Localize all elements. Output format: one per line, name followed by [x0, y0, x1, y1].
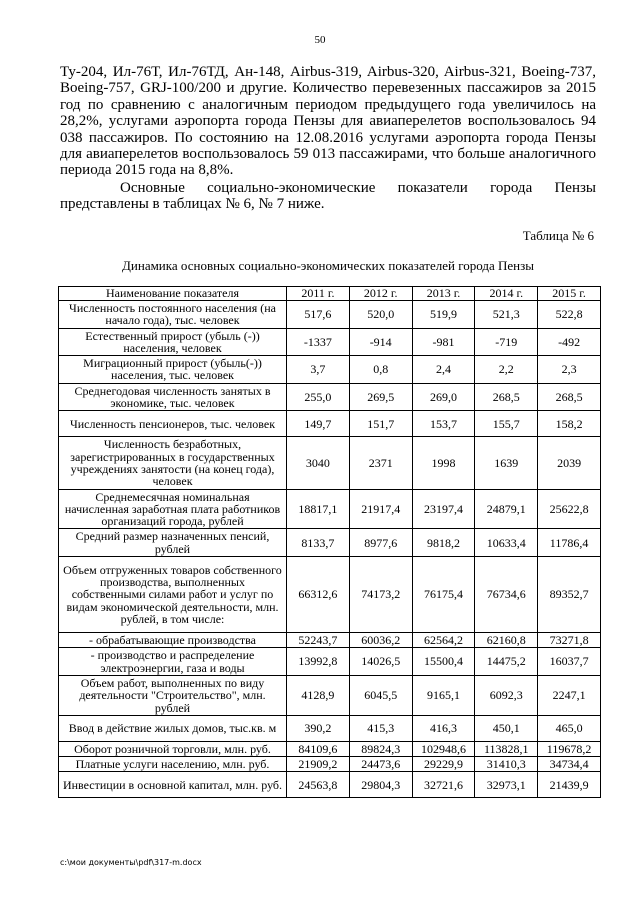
table-header-row — [59, 287, 601, 301]
table-row — [59, 383, 601, 411]
indicator-value: 268,5 — [538, 383, 601, 411]
indicator-value: 6045,5 — [349, 675, 412, 715]
header-2012: 2012 г. — [349, 287, 412, 301]
indicator-name: - обрабатывающие производства — [59, 633, 287, 648]
table-row — [59, 437, 601, 489]
indicator-value: 390,2 — [287, 715, 350, 741]
indicator-value: 158,2 — [538, 411, 601, 437]
indicator-value: 76175,4 — [412, 557, 475, 633]
body-paragraph-1: Ту-204, Ил-76Т, Ил-76ТД, Ан-148, Airbus-319, Airbus-320, Airbus-321, Boeing-737, Boeing-757, GRJ-100/200 и другие. Количество перевезенных пассажиров за 2015 год по сравнению с аналогичным периодом предыдущего года увеличилось на 28,2%, услугами аэропорта города Пензы для авиаперелетов воспользовалось 94 038 пассажиров. По состоянию на 12.08.2016 услугами аэропорта города Пензы для авиаперелетов воспользовалось 59 013 пассажирами, что больше аналогичного периода 2015 года на 8,8%. — [60, 64, 596, 179]
table-body — [59, 301, 601, 798]
table-row — [59, 356, 601, 384]
indicator-value: 2039 — [538, 437, 601, 489]
indicator-value: 2,2 — [475, 356, 538, 384]
indicator-value: 2371 — [349, 437, 412, 489]
indicator-value: 8133,7 — [287, 529, 350, 557]
table-row — [59, 715, 601, 741]
indicator-value: 14026,5 — [349, 648, 412, 676]
indicator-value: 9165,1 — [412, 675, 475, 715]
indicator-name: Инвестиции в основной капитал, млн. руб. — [59, 772, 287, 798]
indicator-value: 269,0 — [412, 383, 475, 411]
indicator-name: Миграционный прирост (убыль(-)) населения, тыс. человек — [59, 356, 287, 384]
indicator-value: 16037,7 — [538, 648, 601, 676]
header-2014: 2014 г. — [475, 287, 538, 301]
indicator-name: Объем отгруженных товаров собственного производства, выполненных собственными силами работ и услуг по видам экономической деятельности, млн. рублей, в том числе: — [59, 557, 287, 633]
indicator-value: 151,7 — [349, 411, 412, 437]
file-path-footer: c:\мои документы\pdf\317-m.docx — [60, 858, 202, 867]
indicator-name: Ввод в действие жилых домов, тыс.кв. м — [59, 715, 287, 741]
indicator-value: 9818,2 — [412, 529, 475, 557]
indicator-value: 84109,6 — [287, 741, 350, 756]
indicator-value: 520,0 — [349, 301, 412, 329]
indicator-value: -1337 — [287, 328, 350, 356]
table-title: Динамика основных социально-экономических показателей города Пензы — [122, 258, 534, 273]
indicator-value: 149,7 — [287, 411, 350, 437]
indicator-value: 255,0 — [287, 383, 350, 411]
table-row — [59, 648, 601, 676]
indicator-value: 11786,4 — [538, 529, 601, 557]
indicator-name: Среднегодовая численность занятых в экономике, тыс. человек — [59, 383, 287, 411]
indicator-name: Численность пенсионеров, тыс. человек — [59, 411, 287, 437]
indicator-value: -981 — [412, 328, 475, 356]
indicator-value: 268,5 — [475, 383, 538, 411]
indicator-value: 32973,1 — [475, 772, 538, 798]
indicator-value: 31410,3 — [475, 757, 538, 772]
indicator-value: 3040 — [287, 437, 350, 489]
indicator-value: 522,8 — [538, 301, 601, 329]
indicator-value: 269,5 — [349, 383, 412, 411]
indicator-value: 52243,7 — [287, 633, 350, 648]
table-row — [59, 328, 601, 356]
indicator-value: -914 — [349, 328, 412, 356]
table-row — [59, 633, 601, 648]
indicator-value: 29804,3 — [349, 772, 412, 798]
indicator-name: Средний размер назначенных пенсий, рублей — [59, 529, 287, 557]
indicator-value: 0,8 — [349, 356, 412, 384]
indicator-value: 23197,4 — [412, 489, 475, 529]
header-2013: 2013 г. — [412, 287, 475, 301]
indicator-value: 8977,6 — [349, 529, 412, 557]
indicator-value: 6092,3 — [475, 675, 538, 715]
indicator-value: 415,3 — [349, 715, 412, 741]
indicator-value: -492 — [538, 328, 601, 356]
header-indicator: Наименование показателя — [59, 287, 287, 301]
indicator-value: 2,4 — [412, 356, 475, 384]
indicator-name: - производство и распределение электроэнергии, газа и воды — [59, 648, 287, 676]
table-row — [59, 675, 601, 715]
indicator-value: 66312,6 — [287, 557, 350, 633]
indicator-value: 21439,9 — [538, 772, 601, 798]
table-row — [59, 301, 601, 329]
indicator-value: 21909,2 — [287, 757, 350, 772]
indicator-value: 155,7 — [475, 411, 538, 437]
table-row — [59, 741, 601, 756]
indicator-value: 21917,4 — [349, 489, 412, 529]
indicator-value: 18817,1 — [287, 489, 350, 529]
indicator-value: 89352,7 — [538, 557, 601, 633]
indicator-value: 15500,4 — [412, 648, 475, 676]
indicator-value: 29229,9 — [412, 757, 475, 772]
indicator-name: Численность постоянного населения (на начало года), тыс. человек — [59, 301, 287, 329]
indicator-value: 76734,6 — [475, 557, 538, 633]
header-2015: 2015 г. — [538, 287, 601, 301]
indicator-name: Платные услуги населению, млн. руб. — [59, 757, 287, 772]
indicator-value: 13992,8 — [287, 648, 350, 676]
indicator-value: 416,3 — [412, 715, 475, 741]
indicator-value: 60036,2 — [349, 633, 412, 648]
header-2011: 2011 г. — [287, 287, 350, 301]
table-row — [59, 557, 601, 633]
table-row — [59, 489, 601, 529]
indicator-value: 517,6 — [287, 301, 350, 329]
indicator-value: 521,3 — [475, 301, 538, 329]
indicator-value: 3,7 — [287, 356, 350, 384]
indicator-value: 113828,1 — [475, 741, 538, 756]
indicator-value: 14475,2 — [475, 648, 538, 676]
table-row — [59, 529, 601, 557]
body-paragraph-2: Основные социально-экономические показатели города Пензы представлены в таблицах № 6, № 7 ниже. — [60, 180, 596, 213]
indicator-value: 73271,8 — [538, 633, 601, 648]
indicator-value: 102948,6 — [412, 741, 475, 756]
indicator-value: 2247,1 — [538, 675, 601, 715]
indicator-value: 25622,8 — [538, 489, 601, 529]
table-row — [59, 411, 601, 437]
indicator-value: 119678,2 — [538, 741, 601, 756]
indicator-value: 519,9 — [412, 301, 475, 329]
indicator-name: Естественный прирост (убыль (-)) населения, человек — [59, 328, 287, 356]
indicator-value: 62160,8 — [475, 633, 538, 648]
indicator-name: Среднемесячная номинальная начисленная заработная плата работников организаций города, рублей — [59, 489, 287, 529]
indicator-name: Объем работ, выполненных по виду деятельности "Строительство", млн. рублей — [59, 675, 287, 715]
indicator-value: 153,7 — [412, 411, 475, 437]
indicator-value: 24563,8 — [287, 772, 350, 798]
indicator-value: 2,3 — [538, 356, 601, 384]
page-number: 50 — [314, 34, 326, 46]
indicator-value: 34734,4 — [538, 757, 601, 772]
indicator-value: 4128,9 — [287, 675, 350, 715]
table-row — [59, 757, 601, 772]
indicator-value: 24473,6 — [349, 757, 412, 772]
indicator-value: 89824,3 — [349, 741, 412, 756]
indicator-value: 32721,6 — [412, 772, 475, 798]
indicator-value: 450,1 — [475, 715, 538, 741]
indicators-table — [58, 286, 601, 798]
indicator-value: 62564,2 — [412, 633, 475, 648]
indicator-value: 74173,2 — [349, 557, 412, 633]
indicator-value: 24879,1 — [475, 489, 538, 529]
indicator-value: 10633,4 — [475, 529, 538, 557]
indicator-value: -719 — [475, 328, 538, 356]
table-row — [59, 772, 601, 798]
indicator-name: Оборот розничной торговли, млн. руб. — [59, 741, 287, 756]
indicator-name: Численность безработных, зарегистрированных в государственных учреждениях занятости (на конец года), человек — [59, 437, 287, 489]
indicator-value: 465,0 — [538, 715, 601, 741]
indicator-value: 1998 — [412, 437, 475, 489]
indicator-value: 1639 — [475, 437, 538, 489]
table-caption: Таблица № 6 — [522, 228, 594, 243]
